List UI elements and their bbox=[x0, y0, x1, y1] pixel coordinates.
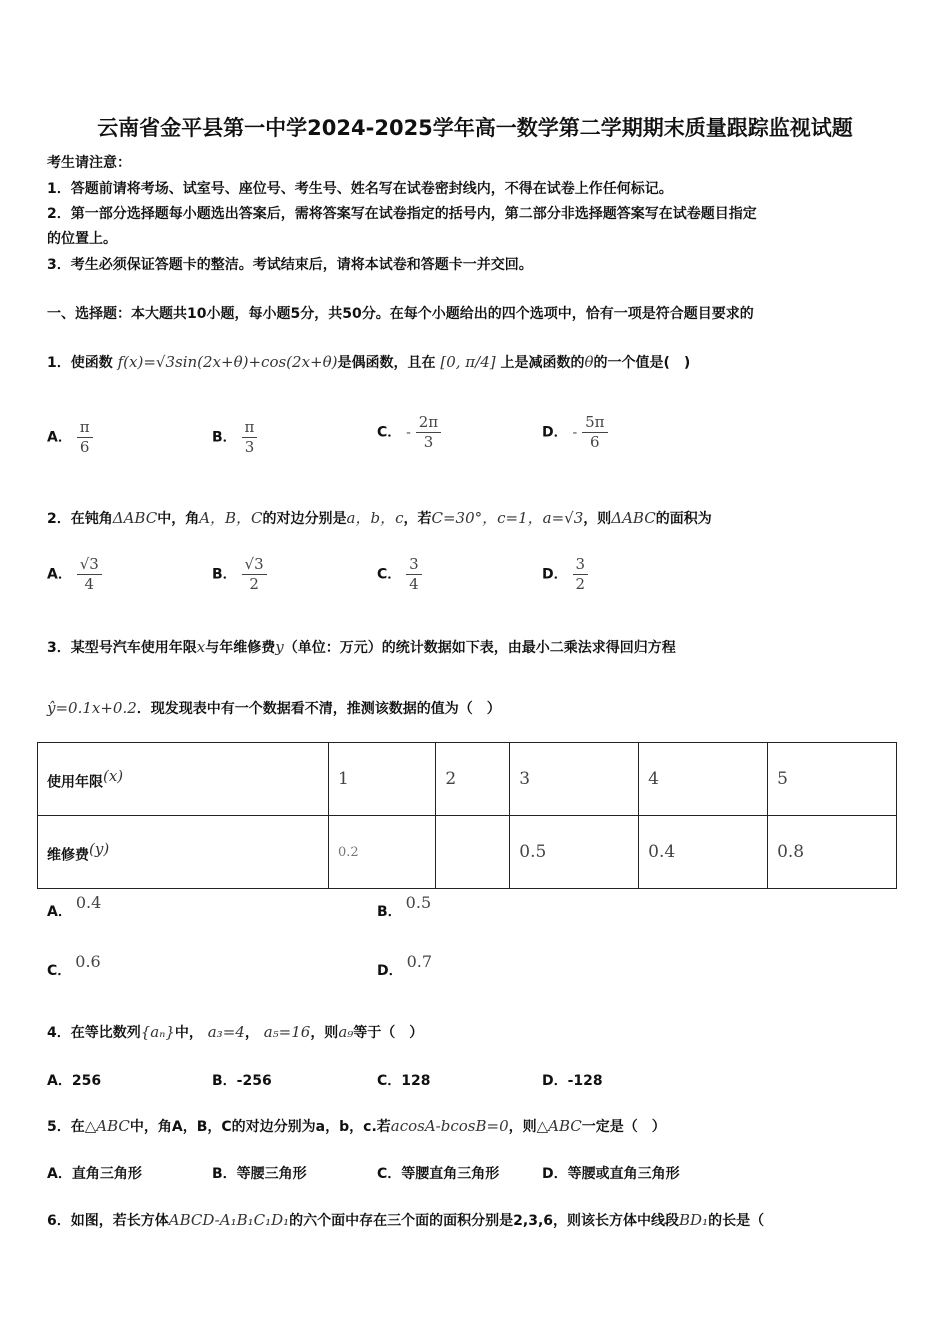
numerator: π bbox=[77, 418, 93, 438]
q5-option-b[interactable]: B．等腰三角形 bbox=[212, 1166, 307, 1182]
table-cell: 0.8 bbox=[768, 816, 897, 889]
row-variable: (x) bbox=[103, 766, 124, 785]
q5-option-a[interactable]: A．直角三角形 bbox=[47, 1166, 142, 1182]
q4-target: a₉ bbox=[338, 1023, 354, 1041]
q4-condition-2: a₅=16 bbox=[263, 1023, 311, 1041]
denominator: 3 bbox=[244, 437, 255, 456]
q4-text-3: ， bbox=[244, 1025, 259, 1041]
q5-triangle: △ABC bbox=[84, 1117, 130, 1135]
q5-triangle-2: △ABC bbox=[536, 1117, 582, 1135]
q6-text-3: 的长是（ bbox=[708, 1213, 765, 1229]
q2-triangle-2: ΔABC bbox=[611, 509, 656, 527]
numerator: 3 bbox=[573, 555, 589, 575]
table-cell-blank bbox=[436, 816, 510, 889]
q5-option-c[interactable]: C．等腰直角三角形 bbox=[377, 1166, 500, 1182]
q4-text-1: 4．在等比数列 bbox=[47, 1025, 141, 1041]
data-table bbox=[37, 742, 897, 889]
denominator: 3 bbox=[423, 432, 434, 451]
option-value: 0.7 bbox=[406, 952, 433, 971]
q5-text-3: ，则 bbox=[508, 1119, 537, 1135]
q5-text-4: 一定是（ ） bbox=[581, 1119, 666, 1135]
option-label: C． bbox=[47, 963, 72, 979]
option-fraction bbox=[77, 418, 93, 457]
q4-text-5: 等于（ ） bbox=[353, 1025, 424, 1041]
option-label: C． bbox=[377, 566, 402, 583]
numerator: √3 bbox=[242, 555, 267, 575]
question-6 bbox=[47, 1210, 764, 1230]
q1-formula: f(x)=√3sin(2x+θ)+cos(2x+θ) bbox=[117, 353, 338, 371]
row-label: 维修费 bbox=[47, 847, 89, 864]
denominator: 6 bbox=[79, 437, 90, 456]
question-5 bbox=[47, 1116, 666, 1136]
q5-option-d[interactable]: D．等腰或直角三角形 bbox=[542, 1166, 680, 1182]
q1-suffix-pre: 上是减函数的 bbox=[500, 355, 585, 371]
q2-option-c[interactable] bbox=[377, 555, 422, 594]
q4-option-c[interactable]: C．128 bbox=[377, 1073, 431, 1089]
q6-solid: ABCD-A₁B₁C₁D₁ bbox=[168, 1211, 290, 1229]
q3-option-b[interactable] bbox=[377, 893, 431, 921]
table-cell: 1 bbox=[329, 743, 436, 816]
option-label: D． bbox=[542, 566, 568, 583]
q4-text-4: ，则 bbox=[310, 1025, 339, 1041]
row-variable: (y) bbox=[89, 839, 110, 858]
q2-text-4: ，若 bbox=[403, 511, 432, 527]
q5-text-2: 中，角A，B，C的对边分别为a，b，c.若 bbox=[129, 1119, 391, 1135]
option-label: D． bbox=[377, 963, 403, 979]
question-2 bbox=[47, 507, 712, 528]
q1-mid: 是偶函数，且在 bbox=[337, 355, 436, 371]
option-value: 0.6 bbox=[75, 952, 101, 971]
q6-text-2: 的六个面中存在三个面的面积分别是2,3,6，则该长方体中线段 bbox=[289, 1213, 680, 1229]
q1-prefix: 1．使函数 bbox=[47, 355, 113, 371]
option-label: B． bbox=[212, 429, 237, 446]
q2-text-5: ，则 bbox=[583, 511, 612, 527]
q1-option-c[interactable] bbox=[377, 413, 441, 452]
q1-option-b[interactable] bbox=[212, 418, 257, 457]
table-cell: 3 bbox=[510, 743, 639, 816]
q6-text-1: 6．如图，若长方体 bbox=[47, 1213, 169, 1229]
q2-option-d[interactable] bbox=[542, 555, 588, 594]
q1-theta: θ bbox=[584, 353, 594, 371]
q3-option-a[interactable] bbox=[47, 893, 101, 921]
row-label: 使用年限 bbox=[47, 774, 103, 791]
q3-option-c[interactable] bbox=[47, 952, 101, 980]
question-3 bbox=[47, 637, 676, 657]
option-fraction bbox=[582, 413, 607, 452]
q2-option-a[interactable] bbox=[47, 555, 102, 594]
option-sign: - bbox=[406, 424, 411, 441]
option-label: A． bbox=[47, 429, 72, 446]
q3-regression-equation: ŷ=0.1x+0.2 bbox=[47, 699, 137, 717]
option-fraction bbox=[416, 413, 441, 452]
option-value: 0.4 bbox=[75, 893, 102, 912]
option-label: A． bbox=[47, 566, 72, 583]
q4-condition-1: a₃=4 bbox=[207, 1023, 245, 1041]
numerator: 5π bbox=[582, 413, 607, 433]
option-label: B． bbox=[377, 904, 402, 920]
q2-sides: a，b，c bbox=[346, 509, 404, 527]
option-label: D． bbox=[542, 424, 568, 441]
question-3-cont bbox=[47, 698, 501, 718]
q3-text-2: 与年维修费 bbox=[205, 640, 276, 656]
table-row bbox=[38, 816, 897, 889]
notice-item-2-cont: 的位置上。 bbox=[47, 231, 117, 247]
denominator: 4 bbox=[409, 574, 419, 593]
q1-interval: [0, π/4] bbox=[440, 353, 496, 371]
denominator: 6 bbox=[590, 432, 600, 451]
row-header bbox=[38, 816, 329, 889]
numerator: √3 bbox=[77, 555, 102, 575]
option-fraction bbox=[77, 555, 102, 594]
q1-option-d[interactable] bbox=[542, 413, 608, 452]
q5-text-1: 5．在 bbox=[47, 1119, 85, 1135]
table-cell: 0.5 bbox=[510, 816, 639, 889]
table-cell: 0.4 bbox=[639, 816, 768, 889]
notice-heading: 考生请注意： bbox=[47, 155, 131, 171]
option-sign: - bbox=[572, 424, 578, 441]
notice-item-2: 2．第一部分选择题每小题选出答案后，需将答案写在试卷指定的括号内，第二部分非选择题答案写在试卷题目指定 bbox=[47, 206, 757, 222]
q3-option-d[interactable] bbox=[377, 952, 432, 980]
option-value: 0.5 bbox=[405, 893, 432, 912]
notice-item-3: 3．考生必须保证答题卡的整洁。考试结束后，请将本试卷和答题卡一并交回。 bbox=[47, 257, 533, 273]
q6-segment: BD₁ bbox=[679, 1211, 709, 1229]
q3-var-y: y bbox=[275, 638, 284, 656]
q2-condition: C=30°，c=1，a=√3 bbox=[431, 509, 584, 527]
table-cell: 4 bbox=[639, 743, 768, 816]
option-fraction bbox=[406, 555, 422, 594]
q2-text-3: 的对边分别是 bbox=[262, 511, 347, 527]
table-row bbox=[38, 743, 897, 816]
q4-text-2: 中， bbox=[174, 1025, 203, 1041]
q4-sequence: {aₙ} bbox=[140, 1023, 175, 1041]
q4-option-b[interactable]: B．-256 bbox=[212, 1073, 272, 1089]
denominator: 4 bbox=[84, 574, 95, 593]
numerator: 3 bbox=[406, 555, 422, 575]
row-header bbox=[38, 743, 329, 816]
q3-text-4: ．现发现表中有一个数据看不清，推测该数据的值为（ ） bbox=[136, 701, 501, 717]
q2-text-1: 2．在钝角 bbox=[47, 511, 113, 527]
q1-suffix: 的一个值是( ) bbox=[593, 355, 691, 371]
section-heading: 一、选择题：本大题共10小题，每小题5分，共50分。在每个小题给出的四个选项中，恰有一项是符合题目要求的 bbox=[47, 306, 754, 322]
table-cell: 5 bbox=[768, 743, 897, 816]
option-fraction bbox=[242, 418, 258, 457]
denominator: 2 bbox=[249, 574, 259, 593]
q3-text-1: 3．某型号汽车使用年限 bbox=[47, 640, 197, 656]
q2-angles: A，B，C bbox=[199, 509, 263, 527]
option-fraction bbox=[242, 555, 267, 594]
q1-option-a[interactable] bbox=[47, 418, 93, 457]
numerator: 2π bbox=[416, 413, 441, 433]
q3-text-3: （单位：万元）的统计数据如下表，由最小二乘法求得回归方程 bbox=[283, 640, 676, 656]
option-label: C． bbox=[377, 424, 402, 441]
question-1 bbox=[47, 352, 690, 372]
table-cell: 0.2 bbox=[329, 816, 436, 889]
q2-text-6: 的面积为 bbox=[655, 511, 712, 527]
page-title: 云南省金平县第一中学2024-2025学年高一数学第二学期期末质量跟踪监视试题 bbox=[97, 116, 853, 140]
q2-triangle: ΔABC bbox=[112, 509, 158, 527]
q2-text-2: 中，角 bbox=[157, 511, 200, 527]
option-fraction bbox=[573, 555, 589, 594]
q5-equation: acosA-bcosB=0 bbox=[390, 1117, 509, 1135]
option-label: B． bbox=[212, 566, 237, 583]
table-cell: 2 bbox=[436, 743, 510, 816]
question-4 bbox=[47, 1022, 423, 1042]
q4-option-a[interactable]: A．256 bbox=[47, 1073, 102, 1089]
option-label: A． bbox=[47, 904, 72, 920]
numerator: π bbox=[242, 418, 258, 438]
q3-var-x: x bbox=[196, 638, 206, 656]
q4-option-d[interactable]: D．-128 bbox=[542, 1073, 603, 1089]
notice-item-1: 1．答题前请将考场、试室号、座位号、考生号、姓名写在试卷密封线内，不得在试卷上作任何标记。 bbox=[47, 181, 673, 197]
q2-option-b[interactable] bbox=[212, 555, 267, 594]
denominator: 2 bbox=[575, 574, 586, 593]
